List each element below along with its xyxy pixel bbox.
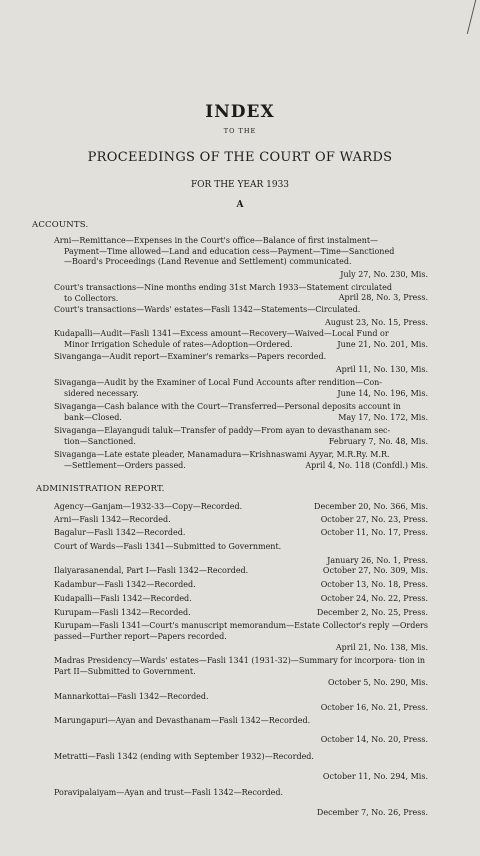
entry-line: to Collectors. bbox=[64, 293, 119, 303]
entry-line: —Board's Proceedings (Land Revenue and Settlement) communicated. bbox=[64, 257, 352, 267]
admin-entry-reference: October 11, No. 17, Press. bbox=[320, 528, 428, 537]
admin-entry-reference: October 14, No. 20, Press. bbox=[320, 735, 428, 744]
page-title: INDEX bbox=[205, 102, 275, 122]
accounts-entry bbox=[54, 236, 428, 268]
admin-entry-title: Metratti—Fasli 1342 (ending with September 1932)—Recorded. bbox=[54, 752, 314, 761]
page-corner-mark bbox=[453, 0, 476, 34]
admin-entry-reference: October 27, No. 309, Mis. bbox=[322, 566, 428, 575]
entry-line: sidered necessary. bbox=[64, 388, 139, 398]
admin-entry-title: Mannarkottai—Fasli 1342—Recorded. bbox=[54, 692, 209, 701]
admin-entry-reference: December 7, No. 26, Press. bbox=[316, 808, 428, 817]
admin-entry-title: Court of Wards—Fasli 1341—Submitted to Government. bbox=[54, 542, 282, 551]
admin-entry-title: Marungapuri—Ayan and Devasthanam—Fasli 1342—Recorded. bbox=[54, 716, 311, 725]
section-heading-accounts: ACCOUNTS. bbox=[32, 220, 89, 230]
entry-line: Kudapalli—Audit—Fasli 1341—Excess amount—Recovery—Waived—Local Fund or bbox=[54, 329, 389, 338]
year-line: FOR THE YEAR 1933 bbox=[190, 180, 290, 190]
entry-reference: June 21, No. 201, Mis. bbox=[337, 340, 428, 349]
index-letter: A bbox=[236, 200, 244, 210]
entry-line: bank—Closed. bbox=[64, 412, 122, 422]
entry-line: Court's transactions—Wards' estates—Fasli 1342—Statements—Circulated. bbox=[54, 305, 361, 314]
admin-entry-reference: October 11, No. 294, Mis. bbox=[322, 772, 428, 781]
entry-reference: April 11, No. 130, Mis. bbox=[335, 365, 428, 374]
accounts-entry bbox=[54, 305, 428, 316]
admin-entry-reference: October 16, No. 21, Press. bbox=[320, 703, 428, 712]
entry-line: Sivaganga—Elayangudi taluk—Transfer of paddy—From ayan to devasthanam sec- bbox=[54, 426, 391, 435]
entry-line: —Settlement—Orders passed. bbox=[64, 460, 186, 470]
entry-reference: February 7, No. 48, Mis. bbox=[328, 437, 428, 446]
entry-reference: June 14, No. 196, Mis. bbox=[337, 389, 428, 398]
admin-entry-reference: October 24, No. 22, Press. bbox=[320, 594, 428, 603]
accounts-entry bbox=[54, 352, 428, 363]
admin-entry-title: Kurupam—Fasli 1342—Recorded. bbox=[54, 608, 191, 617]
admin-entry-reference: December 20, No. 366, Mis. bbox=[314, 502, 428, 511]
entry-line: Arni—Remittance—Expenses in the Court's office—Balance of first instalment— bbox=[54, 236, 379, 245]
admin-entry-title: Kudapalli—Fasli 1342—Recorded. bbox=[54, 594, 192, 603]
admin-entry-reference: April 21, No. 138, Mis. bbox=[335, 643, 428, 652]
admin-entry-reference: October 5, No. 290, Mis. bbox=[328, 678, 428, 687]
entry-line: tion—Sanctioned. bbox=[64, 436, 136, 446]
admin-entry-reference: January 26, No. 1, Press. bbox=[327, 556, 428, 565]
admin-entry-reference: October 13, No. 18, Press. bbox=[320, 580, 428, 589]
entry-line: Sivaganga—Late estate pleader, Manamadura—Krishnaswami Ayyar, M.R.Ry. M.R. bbox=[54, 450, 390, 459]
admin-entry-title: Bagalur—Fasli 1342—Recorded. bbox=[54, 528, 186, 537]
entry-line: Sivaganga—Audit by the Examiner of Local Fund Accounts after rendition—Con- bbox=[54, 378, 382, 387]
admin-entry-title: Kurupam—Fasli 1341—Court's manuscript memorandum—Estate Collector's reply —Orders passed—Further report—Papers recorded. bbox=[54, 621, 428, 641]
admin-entry-title: Arni—Fasli 1342—Recorded. bbox=[54, 515, 171, 524]
admin-entry-reference: December 2, No. 25, Press. bbox=[316, 608, 428, 617]
entry-line: Payment—Time allowed—Land and education cess—Payment—Time—Sanctioned bbox=[64, 246, 395, 256]
admin-entry-title: Madras Presidency—Wards' estates—Fasli 1341 (1931-32)—Summary for incorpora- tion in Part II—Submitted to Government. bbox=[54, 656, 426, 676]
admin-entry-title: Poravipalaiyam—Ayan and trust—Fasli 1342—Recorded. bbox=[54, 788, 284, 797]
section-heading-administration-report: ADMINISTRATION REPORT. bbox=[36, 484, 165, 494]
admin-entry-title: Agency—Ganjam—1932-33—Copy—Recorded. bbox=[54, 502, 243, 511]
entry-reference: April 28, No. 3, Press. bbox=[338, 293, 428, 302]
admin-entry-title: Ilaiyarasanendal, Part I—Fasli 1342—Recorded. bbox=[54, 566, 249, 575]
entry-reference: April 4, No. 118 (Confdl.) Mis. bbox=[305, 461, 428, 470]
page-subtitle: PROCEEDINGS OF THE COURT OF WARDS bbox=[87, 150, 393, 165]
entry-line: Court's transactions—Nine months ending 31st March 1933—Statement circulated bbox=[54, 283, 392, 292]
entry-reference: July 27, No. 230, Mis. bbox=[340, 270, 428, 279]
entry-line: Minor Irrigation Schedule of rates—Adoption—Ordered. bbox=[64, 339, 293, 349]
entry-line: Sivaganga—Cash balance with the Court—Transferred—Personal deposits account in bbox=[54, 402, 401, 411]
entry-reference: May 17, No. 172, Mis. bbox=[338, 413, 428, 422]
entry-reference: August 23, No. 15, Press. bbox=[324, 318, 428, 327]
to-the-line: TO THE bbox=[223, 127, 257, 135]
admin-entry-reference: October 27, No. 23, Press. bbox=[320, 515, 428, 524]
admin-entry-title: Kadambur—Fasli 1342—Recorded. bbox=[54, 580, 196, 589]
entry-line: Sivanganga—Audit report—Examiner's remarks—Papers recorded. bbox=[54, 352, 327, 361]
